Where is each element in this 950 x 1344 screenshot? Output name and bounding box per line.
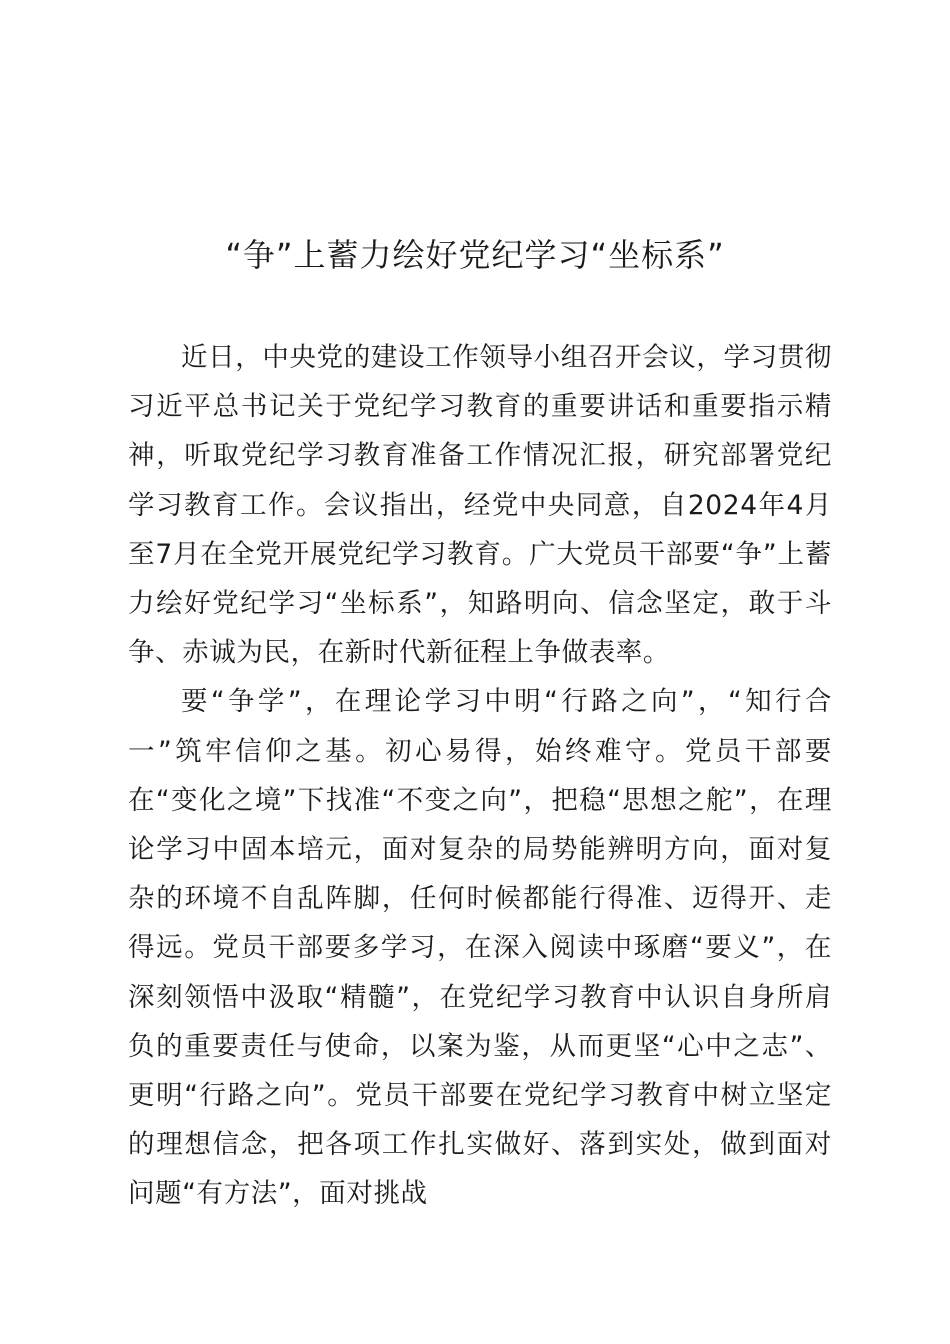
paragraph-study: 要“争学”，在理论学习中明“行路之向”，“知行合一”筑牢信仰之基。初心易得，始终难守。党员干部要在“变化之境”下找准“不变之向”，把稳“思想之舵”，在理论学习中固本培元，面对复杂的局势能辨明方向，面对复杂的环境不自乱阵脚，任何时候都能行得准、迈得开、走得远。党员干部要多学习，在深入阅读中琢磨“要义”，在深刻领悟中汲取“精髓”，在党纪学习教育中认识自身所肩负的重要责任与使命，以案为鉴，从而更坚“心中之志”、更明“行路之向”。党员干部要在党纪学习教育中树立坚定的理想信念，把各项工作扎实做好、落到实处，做到面对问题“有方法”，面对挑战 xyxy=(128,686,832,1210)
document-title: “争”上蓄力绘好党纪学习“坐标系” xyxy=(225,236,725,274)
document-body xyxy=(128,333,832,1219)
paragraph-intro: 近日，中央党的建设工作领导小组召开会议，学习贯彻习近平总书记关于党纪学习教育的重要讲话和重要指示精神，听取党纪学习教育准备工作情况汇报，研究部署党纪学习教育工作。会议指出，经党中央同意，自2024年4月至7月在全党开展党纪学习教育。广大党员干部要“争”上蓄力绘好党纪学习“坐标系”，知路明向、信念坚定，敢于斗争、赤诚为民，在新时代新征程上争做表率。 xyxy=(128,342,832,669)
